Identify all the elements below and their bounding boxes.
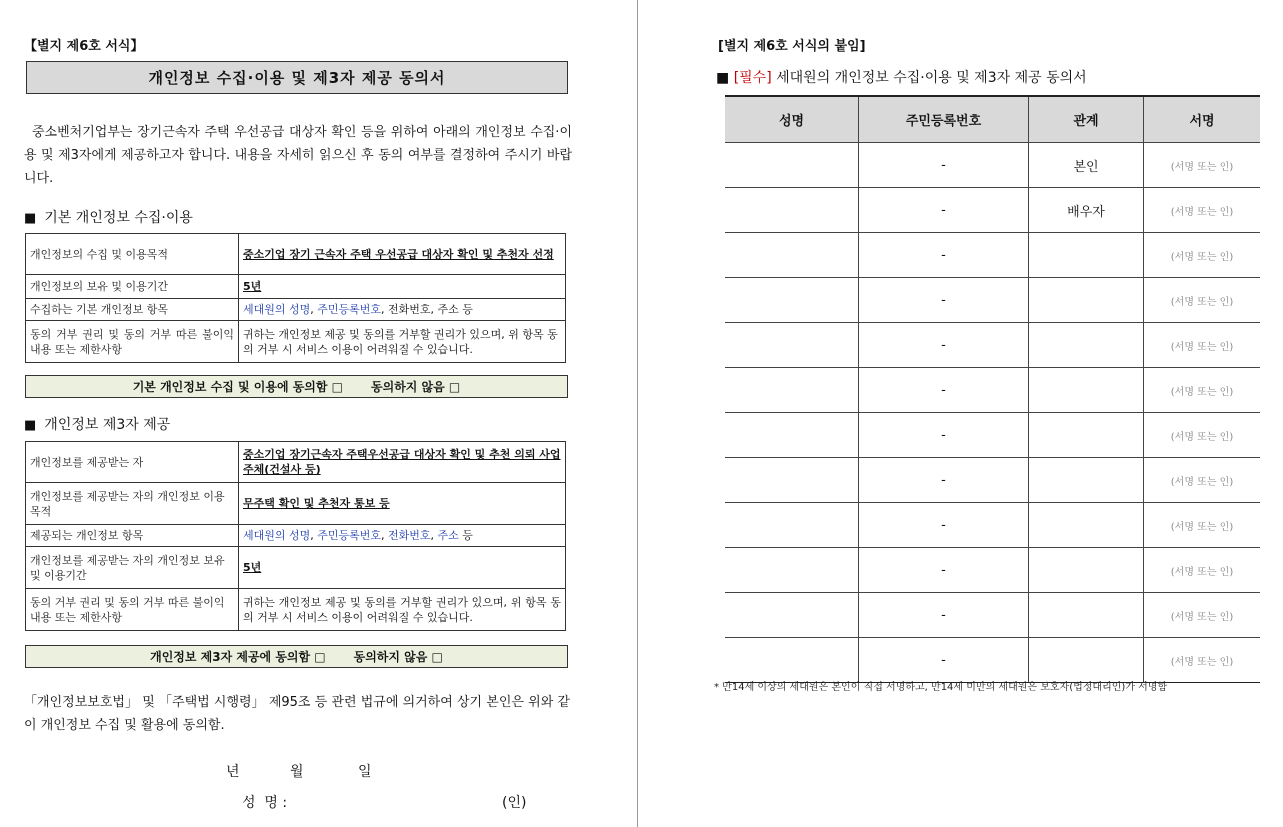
page-divider bbox=[637, 0, 638, 827]
purpose-value: 중소기업 장기 근속자 주택 우선공급 대상자 확인 및 추천자 선정 bbox=[243, 247, 554, 261]
date-day-field[interactable]: 일 bbox=[358, 764, 372, 780]
consent-form-page bbox=[0, 0, 636, 827]
name-cell[interactable] bbox=[725, 458, 859, 503]
name-cell[interactable] bbox=[725, 188, 859, 233]
rrn-cell[interactable]: - bbox=[859, 548, 1029, 593]
signature-cell[interactable]: (서명 또는 인) bbox=[1144, 143, 1261, 188]
signature-cell[interactable]: (서명 또는 인) bbox=[1144, 548, 1261, 593]
relation-cell[interactable] bbox=[1029, 278, 1144, 323]
third-party-consent-box[interactable] bbox=[25, 645, 568, 668]
date-year-field[interactable]: 년 bbox=[226, 764, 240, 780]
item-rest: , 전화번호, 주소 등 bbox=[381, 303, 473, 316]
row-value bbox=[239, 275, 566, 299]
name-cell[interactable] bbox=[725, 548, 859, 593]
row-label: 개인정보를 제공받는 자 bbox=[26, 442, 239, 483]
table-row bbox=[725, 188, 1260, 233]
table-row bbox=[725, 143, 1260, 188]
form-number-tag: 【별지 제6호 서식】 bbox=[24, 39, 144, 54]
name-cell[interactable] bbox=[725, 413, 859, 458]
square-bullet-icon: ■ bbox=[24, 211, 37, 226]
attachment-heading bbox=[716, 67, 1087, 87]
signature-cell[interactable]: (서명 또는 인) bbox=[1144, 458, 1261, 503]
signature-cell[interactable]: (서명 또는 인) bbox=[1144, 188, 1261, 233]
relation-cell[interactable] bbox=[1029, 458, 1144, 503]
name-cell[interactable] bbox=[725, 323, 859, 368]
table-row bbox=[725, 458, 1260, 503]
relation-cell[interactable]: 배우자 bbox=[1029, 188, 1144, 233]
table-row bbox=[725, 503, 1260, 548]
col-header-signature: 서명 bbox=[1144, 96, 1261, 143]
table-row bbox=[725, 548, 1260, 593]
signature-cell[interactable]: (서명 또는 인) bbox=[1144, 323, 1261, 368]
name-cell[interactable] bbox=[725, 593, 859, 638]
row-value: 귀하는 개인정보 제공 및 동의를 거부할 권리가 있으며, 위 항목 동의 거부 시 서비스 이용이 어려워질 수 있습니다. bbox=[239, 589, 566, 631]
household-attachment-page bbox=[652, 0, 1283, 827]
relation-cell[interactable] bbox=[1029, 233, 1144, 278]
relation-cell[interactable] bbox=[1029, 323, 1144, 368]
table-row bbox=[725, 638, 1260, 683]
table-row bbox=[725, 233, 1260, 278]
col-header-rrn: 주민등록번호 bbox=[859, 96, 1029, 143]
row-value bbox=[239, 234, 566, 275]
section-heading-text: 개인정보 제3자 제공 bbox=[44, 417, 171, 433]
rrn-cell[interactable]: - bbox=[859, 143, 1029, 188]
retention-value: 5년 bbox=[243, 561, 262, 574]
table-row bbox=[725, 593, 1260, 638]
name-cell[interactable] bbox=[725, 503, 859, 548]
row-label: 개인정보를 제공받는 자의 개인정보 이용 목적 bbox=[26, 483, 239, 525]
name-cell[interactable] bbox=[725, 233, 859, 278]
rrn-cell[interactable]: - bbox=[859, 323, 1029, 368]
relation-cell[interactable] bbox=[1029, 593, 1144, 638]
section-heading-basic bbox=[24, 207, 193, 227]
third-party-table bbox=[25, 441, 566, 631]
rrn-cell[interactable]: - bbox=[859, 368, 1029, 413]
rrn-cell[interactable]: - bbox=[859, 233, 1029, 278]
row-label: 개인정보를 제공받는 자의 개인정보 보유 및 이용기간 bbox=[26, 547, 239, 589]
relation-cell[interactable] bbox=[1029, 413, 1144, 458]
row-label: 개인정보의 수집 및 이용목적 bbox=[26, 234, 239, 275]
relation-cell[interactable] bbox=[1029, 503, 1144, 548]
row-value: 귀하는 개인정보 제공 및 동의를 거부할 권리가 있으며, 위 항목 동의 거부 시 서비스 이용이 어려워질 수 있습니다. bbox=[239, 321, 566, 363]
date-month-field[interactable]: 월 bbox=[290, 764, 304, 780]
rrn-cell[interactable]: - bbox=[859, 503, 1029, 548]
document-title: 개인정보 수집·이용 및 제3자 제공 동의서 bbox=[26, 61, 568, 94]
basic-info-table bbox=[25, 233, 566, 363]
required-tag: [필수] bbox=[733, 70, 772, 86]
row-value bbox=[239, 483, 566, 525]
item-rest: 등 bbox=[458, 529, 473, 542]
household-member-table bbox=[725, 95, 1260, 683]
item-name: 세대원의 성명 bbox=[243, 303, 311, 316]
row-value bbox=[239, 299, 566, 321]
row-label: 개인정보의 보유 및 이용기간 bbox=[26, 275, 239, 299]
legal-basis-paragraph: 「개인정보보호법」 및 「주택법 시행령」 제95조 등 관련 법규에 의거하여 상기 본인은 위와 같이 개인정보 수집 및 활용에 동의함. bbox=[24, 695, 570, 733]
seal-placeholder[interactable]: (인) bbox=[502, 795, 527, 811]
section-heading-third-party bbox=[24, 414, 170, 434]
rrn-cell[interactable]: - bbox=[859, 278, 1029, 323]
signature-cell[interactable]: (서명 또는 인) bbox=[1144, 593, 1261, 638]
disagree-option[interactable]: 동의하지 않음 □ bbox=[371, 380, 461, 394]
item-rrn: 주민등록번호 bbox=[317, 303, 382, 316]
table-header-row bbox=[725, 96, 1260, 143]
item-phone: 전화번호 bbox=[388, 529, 431, 542]
signature-footnote: * 만14세 이상의 세대원은 본인이 직접 서명하고, 만14세 미만의 세대원은 보호자(법정대리인)가 서명함 bbox=[714, 682, 1168, 693]
row-label: 동의 거부 권리 및 동의 거부 따른 불이익 내용 또는 제한사항 bbox=[26, 589, 239, 631]
square-bullet-icon: ■ bbox=[24, 418, 37, 433]
signature-cell[interactable]: (서명 또는 인) bbox=[1144, 413, 1261, 458]
agree-option[interactable]: 개인정보 제3자 제공에 동의함 □ bbox=[150, 650, 326, 664]
disagree-option[interactable]: 동의하지 않음 □ bbox=[353, 650, 443, 664]
row-label: 제공되는 개인정보 항목 bbox=[26, 525, 239, 547]
signer-name-label: 성 명 : bbox=[242, 795, 288, 811]
item-sep: , bbox=[310, 529, 318, 542]
rrn-cell[interactable]: - bbox=[859, 413, 1029, 458]
section-heading-text: 기본 개인정보 수집·이용 bbox=[44, 210, 193, 226]
item-rrn: 주민등록번호 bbox=[317, 529, 382, 542]
relation-cell[interactable] bbox=[1029, 368, 1144, 413]
attachment-heading-text: 세대원의 개인정보 수집·이용 및 제3자 제공 동의서 bbox=[776, 70, 1087, 86]
relation-cell[interactable]: 본인 bbox=[1029, 143, 1144, 188]
use-purpose-value: 무주택 확인 및 추천자 통보 등 bbox=[243, 497, 390, 510]
signature-cell[interactable]: (서명 또는 인) bbox=[1144, 278, 1261, 323]
table-row bbox=[725, 323, 1260, 368]
relation-cell[interactable] bbox=[1029, 638, 1144, 683]
rrn-cell[interactable]: - bbox=[859, 638, 1029, 683]
name-cell[interactable] bbox=[725, 278, 859, 323]
basic-consent-box[interactable] bbox=[25, 375, 568, 398]
rrn-cell[interactable]: - bbox=[859, 188, 1029, 233]
relation-cell[interactable] bbox=[1029, 548, 1144, 593]
square-bullet-icon: ■ bbox=[716, 70, 730, 86]
table-row bbox=[725, 368, 1260, 413]
intro-paragraph: 중소벤처기업부는 장기근속자 주택 우선공급 대상자 확인 등을 위하여 아래의 개인정보 수집·이용 및 제3자에게 제공하고자 합니다. 내용을 자세히 읽으신 후 동의 여부를 결정하여 주시기 바랍니다. bbox=[24, 125, 572, 186]
agree-option[interactable]: 기본 개인정보 수집 및 이용에 동의함 □ bbox=[132, 380, 344, 394]
signature-cell[interactable]: (서명 또는 인) bbox=[1144, 638, 1261, 683]
row-value bbox=[239, 525, 566, 547]
item-sep: , bbox=[310, 303, 318, 316]
row-label: 수집하는 기본 개인정보 항목 bbox=[26, 299, 239, 321]
table-row bbox=[725, 413, 1260, 458]
name-cell[interactable] bbox=[725, 368, 859, 413]
col-header-name: 성명 bbox=[725, 96, 859, 143]
name-cell[interactable] bbox=[725, 143, 859, 188]
rrn-cell[interactable]: - bbox=[859, 593, 1029, 638]
signature-cell[interactable]: (서명 또는 인) bbox=[1144, 503, 1261, 548]
recipient-value: 중소기업 장기근속자 주택우선공급 대상자 확인 및 추천 의뢰 사업주체(건설사 등) bbox=[243, 448, 561, 476]
row-label: 동의 거부 권리 및 동의 거부 따른 불이익 내용 또는 제한사항 bbox=[26, 321, 239, 363]
item-sep: , bbox=[381, 529, 389, 542]
item-address: 주소 bbox=[437, 529, 459, 542]
name-cell[interactable] bbox=[725, 638, 859, 683]
signature-cell[interactable]: (서명 또는 인) bbox=[1144, 233, 1261, 278]
retention-value: 5년 bbox=[243, 280, 262, 293]
item-sep: , bbox=[430, 529, 438, 542]
row-value bbox=[239, 547, 566, 589]
table-row bbox=[725, 278, 1260, 323]
signature-cell[interactable]: (서명 또는 인) bbox=[1144, 368, 1261, 413]
col-header-relation: 관계 bbox=[1029, 96, 1144, 143]
item-name: 세대원의 성명 bbox=[243, 529, 311, 542]
row-value bbox=[239, 442, 566, 483]
attachment-title: [별지 제6호 서식의 붙임] bbox=[718, 39, 866, 54]
rrn-cell[interactable]: - bbox=[859, 458, 1029, 503]
